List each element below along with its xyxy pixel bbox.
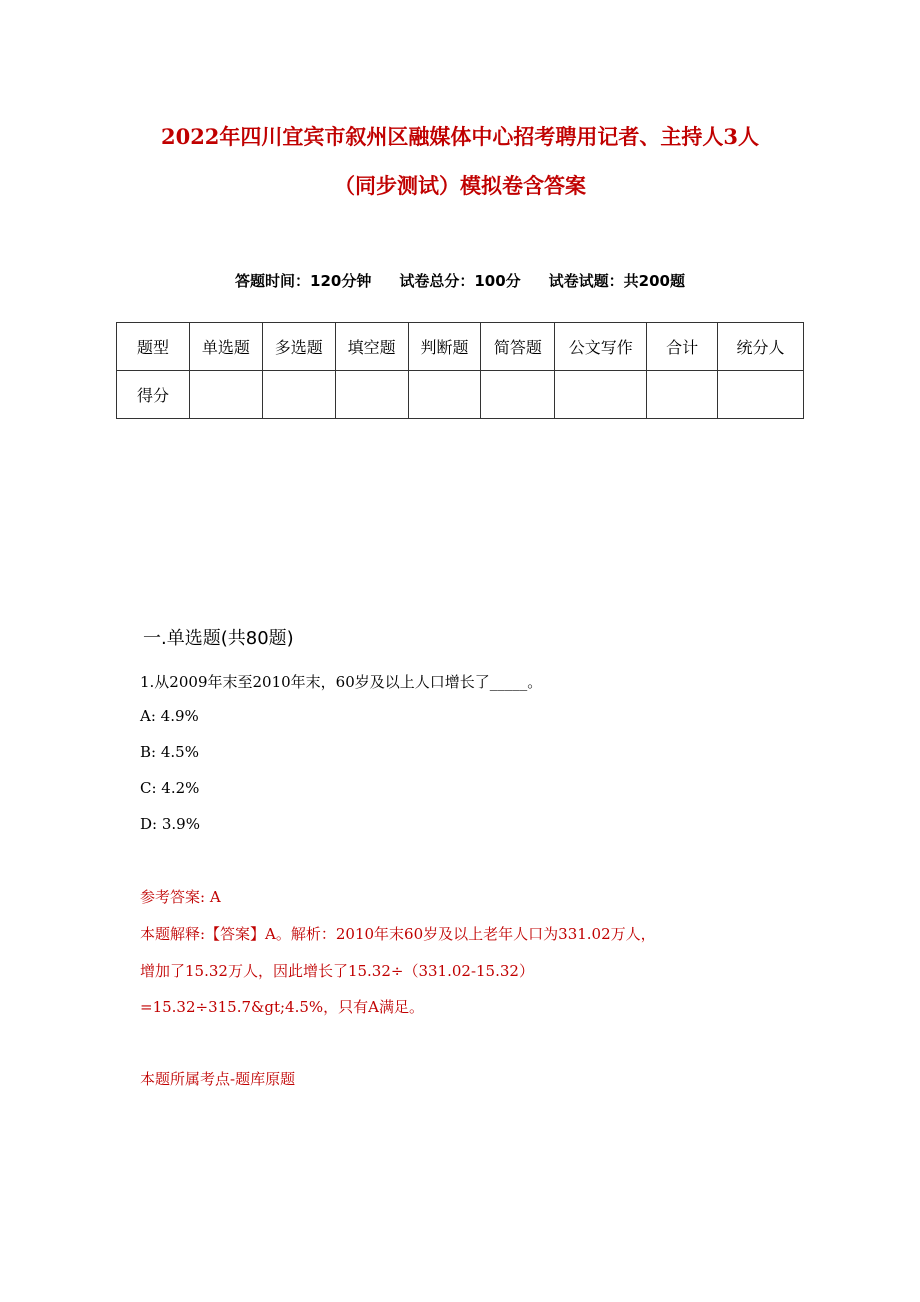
option-a: A: 4.9% — [140, 707, 199, 725]
explanation-line-3: =15.32÷315.7&gt;4.5%，只有A满足。 — [140, 998, 424, 1016]
score-table-header: 合计 — [647, 323, 718, 371]
score-table-score-row — [117, 371, 804, 419]
score-table-header: 统分人 — [718, 323, 804, 371]
section-title: 一.单选题(共80题) — [143, 628, 294, 649]
score-table-header: 多选题 — [262, 323, 335, 371]
score-table-header: 填空题 — [335, 323, 408, 371]
option-c: C: 4.2% — [140, 779, 200, 797]
score-table-header: 单选题 — [189, 323, 262, 371]
option-b: B: 4.5% — [140, 743, 199, 761]
page-title-line-2: （同步测试）模拟卷含答案 — [334, 173, 586, 198]
reference-answer: 参考答案: A — [140, 888, 221, 906]
question-stem: 1.从2009年末至2010年末，60岁及以上人口增长了_____。 — [140, 673, 543, 691]
option-d: D: 3.9% — [140, 815, 200, 833]
exam-meta — [0, 270, 920, 291]
score-table-header: 公文写作 — [555, 323, 647, 371]
score-cell — [408, 371, 481, 419]
explanation-line-1: 本题解释:【答案】A。解析：2010年末60岁及以上老年人口为331.02万人， — [140, 925, 656, 943]
score-cell — [555, 371, 647, 419]
question-source: 本题所属考点-题库原题 — [140, 1070, 296, 1088]
exam-total-score: 试卷总分：100分 — [399, 272, 521, 290]
score-cell — [262, 371, 335, 419]
score-table — [116, 322, 804, 419]
score-cell — [335, 371, 408, 419]
score-cell — [718, 371, 804, 419]
exam-question-count: 试卷试题：共200题 — [548, 272, 685, 290]
exam-time: 答题时间：120分钟 — [235, 272, 372, 290]
score-row-label: 得分 — [117, 371, 190, 419]
score-cell — [189, 371, 262, 419]
explanation-line-2: 增加了15.32万人，因此增长了15.32÷（331.02-15.32） — [140, 962, 534, 980]
score-table-header: 判断题 — [408, 323, 481, 371]
score-cell — [481, 371, 555, 419]
score-table-header-row — [117, 323, 804, 371]
page-title-line-1: 2022年四川宜宾市叙州区融媒体中心招考聘用记者、主持人3人 — [160, 124, 760, 149]
score-table-header: 简答题 — [481, 323, 555, 371]
score-table-header: 题型 — [117, 323, 190, 371]
score-cell — [647, 371, 718, 419]
